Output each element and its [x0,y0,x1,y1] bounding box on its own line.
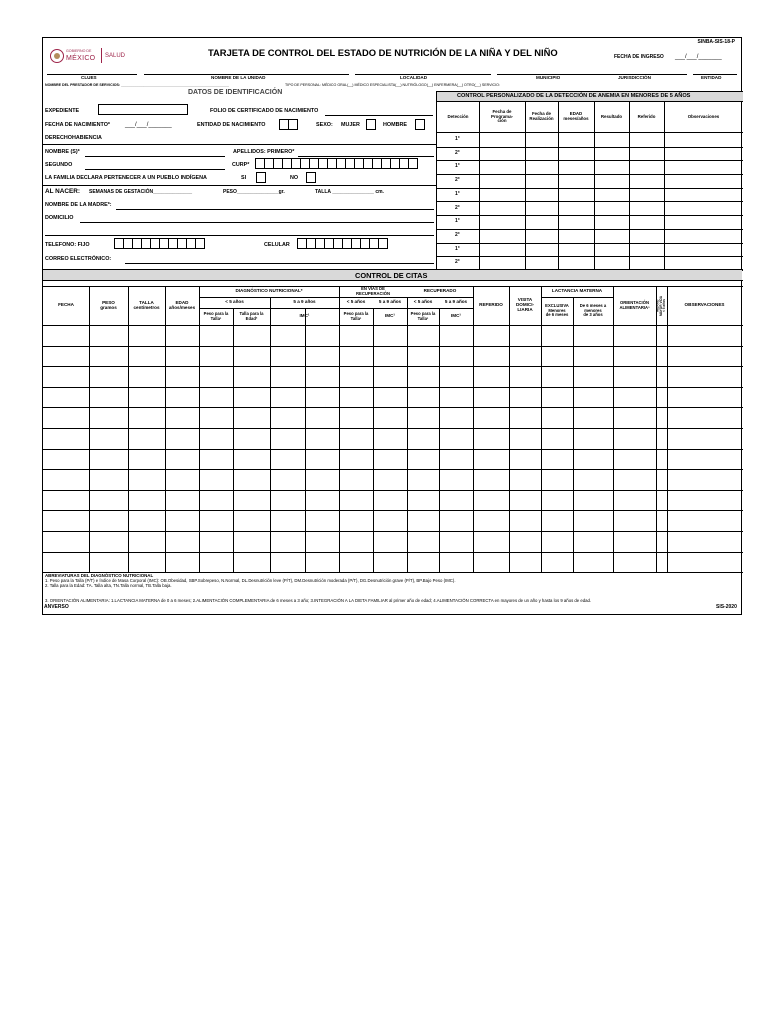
anemia-header-fecha-realizacion: Fecha de Realización [529,111,554,121]
anemia-header-referido: Referido [637,113,656,119]
anemia-row-label: 1° [455,136,460,142]
derechohabiencia-label: DERECHOHABIENCIA [45,135,102,141]
logo-big-text: MÉXICO [66,54,96,62]
madre-label: NOMBRE DE LA MADRE*: [45,202,112,208]
apellidos-label: APELLIDOS: PRIMERO* [233,149,295,155]
municipio-label: MUNICIPIO [536,75,561,80]
anemia-row-label: 1° [455,190,460,197]
fecha-nac-label: FECHA DE NACIMIENTO* [45,122,110,128]
cita-row[interactable] [43,449,743,470]
fecha-ingreso-label: FECHA DE INGRESO [614,54,664,60]
anemia-row[interactable] [437,215,743,229]
citas-table [43,286,743,573]
anemia-row-label: 2° [455,204,460,211]
mujer-checkbox[interactable] [366,119,376,130]
citas-title: CONTROL DE CITAS [355,271,428,280]
talla-field[interactable]: TALLA _______________ cm. [315,189,384,195]
expediente-label: EXPEDIENTE [45,108,80,114]
si-checkbox[interactable] [256,172,266,183]
cita-row[interactable] [43,366,743,387]
segundo-input[interactable] [85,169,225,170]
header-vias-peso-talla: Peso para la Talla¹ [343,311,369,321]
madre-input[interactable] [116,209,434,210]
cita-row[interactable] [43,531,743,552]
hombre-checkbox[interactable] [415,119,425,130]
cita-row[interactable] [43,428,743,449]
header-exclusiva: EXCLUSIVA Menores de 6 meses [545,303,569,318]
anverso-label: ANVERSO [44,604,69,610]
cita-row[interactable] [43,490,743,511]
sis-label: SIS-2020 [716,604,737,610]
folio-label: FOLIO DE CERTIFICADO DE NACIMIENTO [210,108,319,114]
cita-row[interactable] [43,552,743,573]
entidad-nac-box2[interactable] [288,119,298,130]
cita-row[interactable] [43,510,743,531]
no-label: NO [290,175,299,181]
form-title: TARJETA DE CONTROL DEL ESTADO DE NUTRICIÓN DE LA NIÑA Y DEL NIÑO [208,47,558,58]
mujer-label: MUJER [341,122,360,128]
anemia-row[interactable] [437,256,743,270]
domicilio-label: DOMICILIO [45,215,74,221]
tipo-personal-field[interactable]: TIPO DE PERSONAL: MÉDICO GRAL(__) MÉDICO ESPECIALISTA(__) NUTRIÓLOGO(__) ENFERMERA(__) OTRO(__) SERVICIO: [285,83,500,87]
gobierno-logo [49,48,101,64]
telefono-label: TELEFONO: FIJO [45,242,90,248]
clues-label: CLUES [81,75,97,80]
curp-label: CURP* [232,162,250,168]
header-recuperado: RECUPERADO [423,288,457,294]
cita-row[interactable] [43,407,743,428]
localidad-label: LOCALIDAD [400,75,428,80]
jurisdiccion-label: JURISDICCIÓN [618,75,651,80]
cita-row[interactable] [43,325,743,346]
anemia-row[interactable] [437,229,743,243]
segundo-label: SEGUNDO [45,162,73,168]
header-visita: VISITA DOMICI- LIARIA [515,297,535,312]
anemia-row[interactable] [437,174,743,188]
semanas-field[interactable]: SEMANAS DE GESTACIÓN______________ [89,189,193,195]
cita-row[interactable] [43,469,743,490]
indigena-label: LA FAMILIA DECLARA PERTENECER A UN PUEBLO INDÍGENA [45,175,207,181]
fecha-ingreso-field[interactable]: ___/___/_______ [675,54,722,60]
abrev-line2: 2. Talla para la Edad: TA. Talla alta, TN.Talla normal, TB.Talla baja. [45,583,172,588]
header-peso: PESO gramos [100,299,117,310]
no-checkbox[interactable] [306,172,316,183]
anemia-row-label: 2° [455,149,460,156]
cita-row[interactable] [43,346,743,367]
anemia-row-label: 2° [455,177,460,184]
header-vias-imc: IMC¹ [385,313,395,319]
anemia-header-fecha-programacion: Fecha de Programa- ción [491,109,513,124]
anemia-row[interactable] [437,133,743,147]
anemia-row-label: 1° [455,218,460,225]
anemia-row[interactable] [437,160,743,174]
telefono-boxes[interactable] [115,238,205,249]
control-card [42,37,742,615]
domicilio-input[interactable] [80,222,434,223]
hombre-label: HOMBRE [383,122,407,128]
header-vias: EN VÍAS DE RECUPERACIÓN [356,286,390,296]
cita-row[interactable] [43,387,743,408]
header-6meses: De 6 meses a menores de 3 años [579,303,607,318]
correo-input[interactable] [125,263,434,264]
header-referido: REFERIDO [479,302,503,308]
al-nacer-label: AL NACER: [45,188,81,195]
unidad-label: NOMBRE DE LA UNIDAD [211,75,266,80]
anemia-header-deteccion: Detección [447,113,469,119]
correo-label: CORREO ELECTRÓNICO: [45,256,112,262]
header-rec-5a9: 5 a 9 años [444,299,468,305]
abrev-title: ABREVIATURAS DEL DIAGNÓSTICO NUTRICIONAL [45,573,154,578]
nombre-label: NOMBRE (S)* [45,149,80,155]
header-rec-peso-talla: Peso para la Talla¹ [410,311,436,321]
header-rec-lt5: < 5 años [413,299,433,305]
header-edad: EDAD años/meses [168,299,196,310]
si-label: SI [241,175,247,181]
header-rec-imc: IMC¹ [451,313,461,319]
anemia-row[interactable] [437,147,743,161]
anemia-row[interactable] [437,188,743,202]
anemia-row-label: 2° [455,259,460,266]
sexo-label: SEXO: [316,122,333,128]
abrev-line3: 3. ORIENTACIÓN ALIMENTARIA: 1.LACTANCIA MATERNA de 0 a 6 meses; 2.ALIMENTACIÓN COMPLEMENTARIA de 6 meses a 3 año; 3.INTEGRACIÓN A LA DIETA FAMILIAR al primer año de edad; 4.ALIMENTACIÓN CORRECTA en mayores de un año y hasta los 9 años de edad. [45,598,592,603]
anemia-table [436,91,743,269]
anemia-header-edad: EDAD meses/años [563,111,589,121]
apellido1-input[interactable] [298,156,434,157]
header-orientacion: ORIENTACIÓN ALIMENTARIA³ [619,300,650,310]
header-imc: IMC¹ [299,313,310,319]
anemia-row-label: 1° [455,245,460,252]
logo-small-text: GOBIERNO DE [66,49,92,53]
header-hierro: HIERRO MAYOR VIDA < 5 años [655,295,667,316]
header-diagnostico: DIAGNÓSTICO NUTRICIONAL* [235,288,303,294]
entidad-nac-label: ENTIDAD DE NACIMIENTO [197,122,266,128]
form-code: SINBA-SIS-18-P [697,39,735,45]
header-fecha: FECHA [58,302,74,308]
fecha-nac-input[interactable]: ___/___/_______ [125,122,172,128]
header-lactancia: LACTANCIA MATERNA [551,288,603,294]
header-5a9: 5 a 9 años [293,299,316,305]
header-talla: TALLA centímetros [133,299,160,310]
header-talla-edad: Talla para la Edad² [239,311,264,321]
salud-logo: SALUD [105,53,126,59]
anemia-row[interactable] [437,202,743,216]
anemia-header-resultado: Resultado [600,113,623,119]
folio-input[interactable] [325,115,433,116]
expediente-input[interactable] [98,104,188,115]
anemia-header-observaciones: Observaciones [687,113,720,119]
header-observaciones: OBSERVACIONES [684,302,725,308]
curp-boxes[interactable] [256,158,418,169]
header-lt5: < 5 años [225,299,244,305]
prestador-field[interactable]: NOMBRE DEL PRESTADOR DE SERVICIOS: ______________________________________________________ [45,83,230,87]
entidad-label: ENTIDAD [701,75,722,80]
abrev-line1: 1. Peso para la Talla (P/T) e Índice de Masa Corporal (IMC): OB.Obesidad, SBP.Sobrepeso, N.Normal, DL.Desnutrición leve (P/T), DM.Desnutrición moderada (P/T), DG.Desnutrición grave (P/T), BP.Bajo Peso (IMC). [45,578,456,583]
anemia-row[interactable] [437,243,743,257]
header-vias-5a9: 5 a 9 años [378,299,402,305]
celular-label: CELULAR [264,242,290,248]
nombre-input[interactable] [85,156,225,157]
anemia-title: CONTROL PERSONALIZADO DE LA DETECCIÓN DE ANEMIA EN MENORES DE 5 AÑOS [457,93,691,99]
header-peso-talla: Peso para la Talla¹ [203,311,229,321]
ident-section-title: DATOS DE IDENTIFICACIÓN [188,89,283,96]
header-vias-lt5: < 5 años [346,299,366,305]
peso-field[interactable]: PESO_______________gr. [223,189,285,195]
anemia-row-label: 2° [455,231,460,238]
celular-boxes[interactable] [298,238,388,249]
anemia-row-label: 1° [455,163,460,170]
